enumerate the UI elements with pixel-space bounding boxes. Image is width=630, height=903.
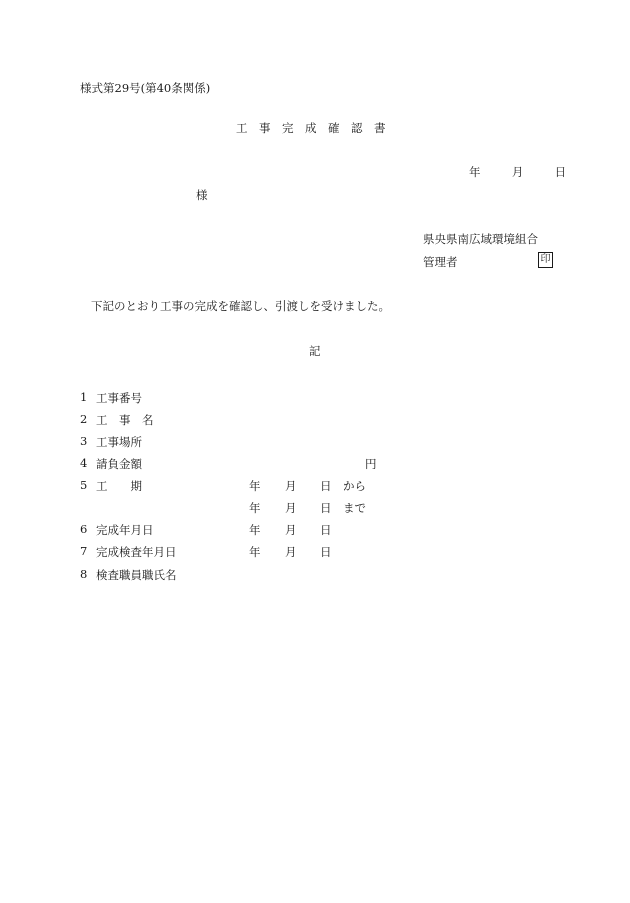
item-label: 完成年月日 (96, 523, 154, 537)
month-unit: 月 (285, 523, 297, 537)
item-row-5b (0, 500, 630, 516)
until-suffix: まで (343, 501, 366, 515)
yen-unit: 円 (365, 457, 377, 471)
issuer-manager-label: 管理者 (423, 255, 458, 269)
year-unit: 年 (249, 479, 261, 493)
day-unit: 日 (320, 501, 332, 515)
item-row-3 (0, 434, 630, 450)
item-row-6 (0, 522, 630, 538)
issue-date-year: 年 (469, 165, 481, 179)
item-label: 工事場所 (96, 435, 142, 449)
year-unit: 年 (249, 501, 261, 515)
item-row-4 (0, 456, 630, 472)
month-unit: 月 (285, 545, 297, 559)
item-label: 完成検査年月日 (96, 545, 177, 559)
item-row-7 (0, 544, 630, 560)
seal-mark: 印 (538, 252, 553, 268)
item-row-8 (0, 567, 630, 583)
item-row-1 (0, 390, 630, 406)
item-label: 工 事 名 (96, 413, 154, 427)
month-unit: 月 (285, 479, 297, 493)
item-number: 6 (80, 522, 88, 536)
item-number: 8 (80, 567, 88, 581)
year-unit: 年 (249, 523, 261, 537)
item-row-2 (0, 412, 630, 428)
item-row-5 (0, 478, 630, 494)
item-label: 工 期 (96, 479, 142, 493)
body-text: 下記のとおり工事の完成を確認し、引渡しを受けました。 (91, 299, 390, 313)
item-label: 工事番号 (96, 391, 142, 405)
item-label: 請負金額 (96, 457, 142, 471)
item-number: 1 (80, 390, 88, 404)
document-title: 工 事 完 成 確 認 書 (236, 121, 386, 135)
issue-date (469, 164, 566, 180)
item-number: 2 (80, 412, 88, 426)
day-unit: 日 (320, 479, 332, 493)
addressee-suffix: 様 (196, 188, 208, 202)
year-unit: 年 (249, 545, 261, 559)
issue-date-day: 日 (554, 165, 567, 179)
from-suffix: から (343, 479, 366, 493)
issuer-organization: 県央県南広域環境組合 (423, 232, 538, 246)
ki-heading: 記 (309, 344, 321, 358)
item-number: 3 (80, 434, 88, 448)
day-unit: 日 (320, 545, 332, 559)
item-number: 5 (80, 478, 88, 492)
item-number: 7 (80, 544, 88, 558)
day-unit: 日 (320, 523, 332, 537)
item-label: 検査職員職氏名 (96, 568, 177, 582)
item-number: 4 (80, 456, 88, 470)
issue-date-month: 月 (511, 165, 524, 179)
month-unit: 月 (285, 501, 297, 515)
form-number: 様式第29号(第40条関係) (80, 81, 211, 95)
